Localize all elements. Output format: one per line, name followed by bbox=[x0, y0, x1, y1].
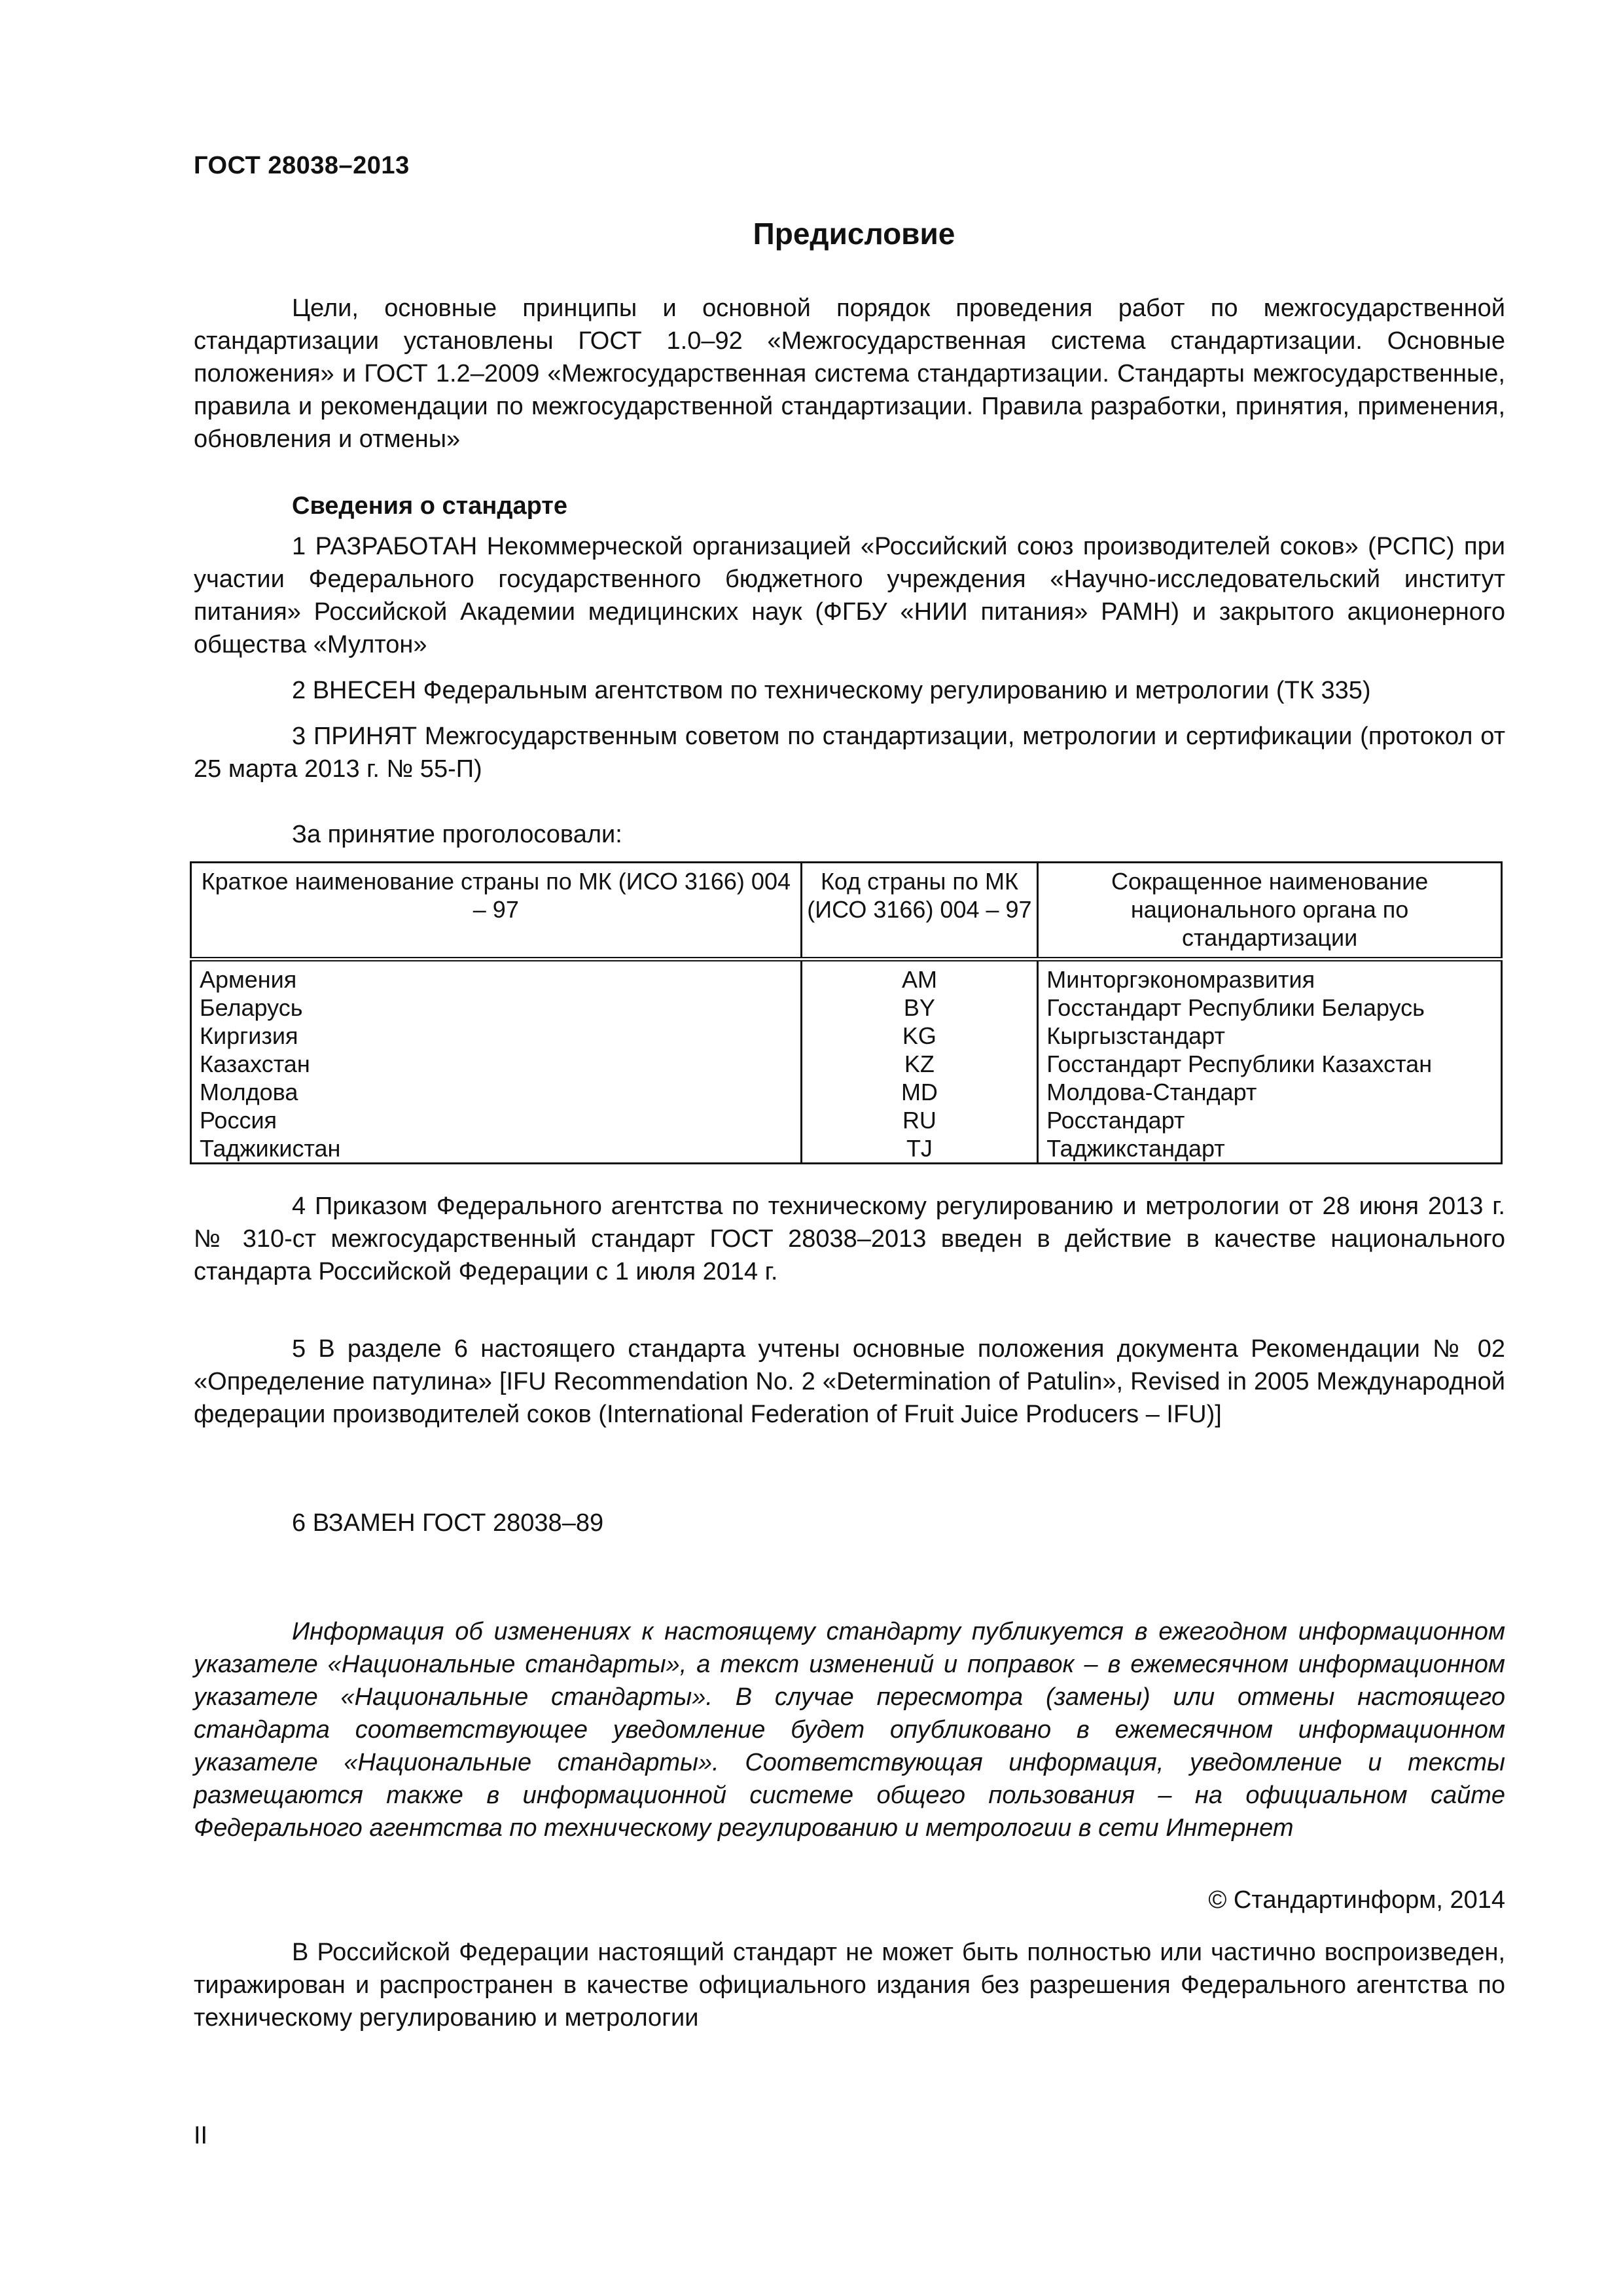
header-body: Сокращенное наименование национального органа по стандартизации bbox=[1038, 863, 1502, 960]
cell-body: Госстандарт Республики Беларусь bbox=[1038, 994, 1502, 1022]
cell-code: TJ bbox=[801, 1134, 1038, 1164]
cell-country: Армения bbox=[191, 960, 802, 994]
cell-code: RU bbox=[801, 1106, 1038, 1134]
legal-notice: В Российской Федерации настоящий стандарт не может быть полностью или частично воспроизведен, тиражирован и распространен в качестве официального издания без разрешения Федерального агентства по техническому регулированию и метрологии bbox=[194, 1939, 1505, 2032]
table-row bbox=[191, 1022, 1502, 1050]
document-code: ГОСТ 28038–2013 bbox=[194, 152, 410, 179]
header-country: Краткое наименование страны по МК (ИСО 3166) 004 – 97 bbox=[191, 863, 802, 960]
cell-body: Минторгэкономразвития bbox=[1038, 960, 1502, 994]
cell-country: Казахстан bbox=[191, 1050, 802, 1078]
item-order: 4 Приказом Федерального агентства по техническому регулированию и метрологии от 28 июня 2013 г. № 310-ст межгосударственный стандарт ГОСТ 28038–2013 введен в действие в качестве национального стандарта Российской Федерации с 1 июля 2014 г. bbox=[194, 1193, 1505, 1285]
table-row bbox=[191, 1134, 1502, 1164]
cell-code: MD bbox=[801, 1078, 1038, 1106]
table-row bbox=[191, 1050, 1502, 1078]
header-code: Код страны по МК (ИСО 3166) 004 – 97 bbox=[801, 863, 1038, 960]
cell-body: Таджикстандарт bbox=[1038, 1134, 1502, 1164]
cell-country: Таджикистан bbox=[191, 1134, 802, 1164]
cell-body: Госстандарт Республики Казахстан bbox=[1038, 1050, 1502, 1078]
changes-notice: Информация об изменениях к настоящему стандарту публикуется в ежегодном информационном указателе «Национальные стандарты», а текст изменений и поправок – в ежемесячном информационном указателе «Национальные стандарты». В случае пересмотра (замены) или отмены настоящего стандарта соответствующее уведомление будет опубликовано в ежемесячном информационном указателе «Национальные стандарты». Соответствующая информация, уведомление и тексты размещаются также в информационной системе общего пользования – на официальном сайте Федерального агентства по техническому регулированию и метрологии в сети Интернет bbox=[194, 1618, 1505, 1842]
cell-code: KG bbox=[801, 1022, 1038, 1050]
item-replaces: 6 ВЗАМЕН ГОСТ 28038–89 bbox=[292, 1509, 604, 1537]
copyright: © Стандартинформ, 2014 bbox=[1208, 1886, 1505, 1914]
voted-label: За принятие проголосовали: bbox=[292, 821, 622, 848]
cell-body: Кыргызстандарт bbox=[1038, 1022, 1502, 1050]
intro-paragraph: Цели, основные принципы и основной порядок проведения работ по межгосударственной стандартизации установлены ГОСТ 1.0–92 «Межгосударственная система стандартизации. Основные положения» и ГОСТ 1.2–2009 «Межгосударственная система стандартизации. Стандарты межгосударственные, правила и рекомендации по межгосударственной стандартизации. Правила разработки, принятия, применения, обновления и отмены» bbox=[194, 295, 1505, 453]
cell-country: Россия bbox=[191, 1106, 802, 1134]
cell-country: Молдова bbox=[191, 1078, 802, 1106]
table-header-row bbox=[191, 863, 1502, 960]
table-row bbox=[191, 994, 1502, 1022]
cell-code: AM bbox=[801, 960, 1038, 994]
cell-body: Росстандарт bbox=[1038, 1106, 1502, 1134]
cell-body: Молдова-Стандарт bbox=[1038, 1078, 1502, 1106]
item-introduced: 2 ВНЕСЕН Федеральным агентством по техническому регулированию и метрологии (ТК 335) bbox=[292, 677, 1371, 704]
voting-table bbox=[190, 861, 1503, 1164]
about-standard-heading: Сведения о стандарте bbox=[292, 492, 568, 520]
cell-code: BY bbox=[801, 994, 1038, 1022]
cell-country: Беларусь bbox=[191, 994, 802, 1022]
table-row bbox=[191, 1078, 1502, 1106]
item-developed: 1 РАЗРАБОТАН Некоммерческой организацией «Российский союз производителей соков» (РСПС) при участии Федерального государственного бюджетного учреждения «Научно-исследовательский институт питания» Российской Академии медицинских наук (ФГБУ «НИИ питания» РАМН) и закрытого акционерного общества «Мултон» bbox=[194, 533, 1505, 658]
page-number: II bbox=[194, 2122, 208, 2149]
cell-country: Киргизия bbox=[191, 1022, 802, 1050]
table-row bbox=[191, 1106, 1502, 1134]
page-title: Предисловие bbox=[753, 217, 955, 251]
table-row bbox=[191, 960, 1502, 994]
cell-code: KZ bbox=[801, 1050, 1038, 1078]
item-ifu-recommendation: 5 В разделе 6 настоящего стандарта учтены основные положения документа Рекомендации № 02 «Определение патулина» [IFU Recommendation No. 2 «Determination of Patulin», Revised in 2005 Международной федерации производителей соков (International Federation of Fruit Juice Producers – IFU)] bbox=[194, 1335, 1505, 1428]
item-adopted: 3 ПРИНЯТ Межгосударственным советом по стандартизации, метрологии и сертификации (протокол от 25 марта 2013 г. № 55-П) bbox=[194, 723, 1505, 783]
